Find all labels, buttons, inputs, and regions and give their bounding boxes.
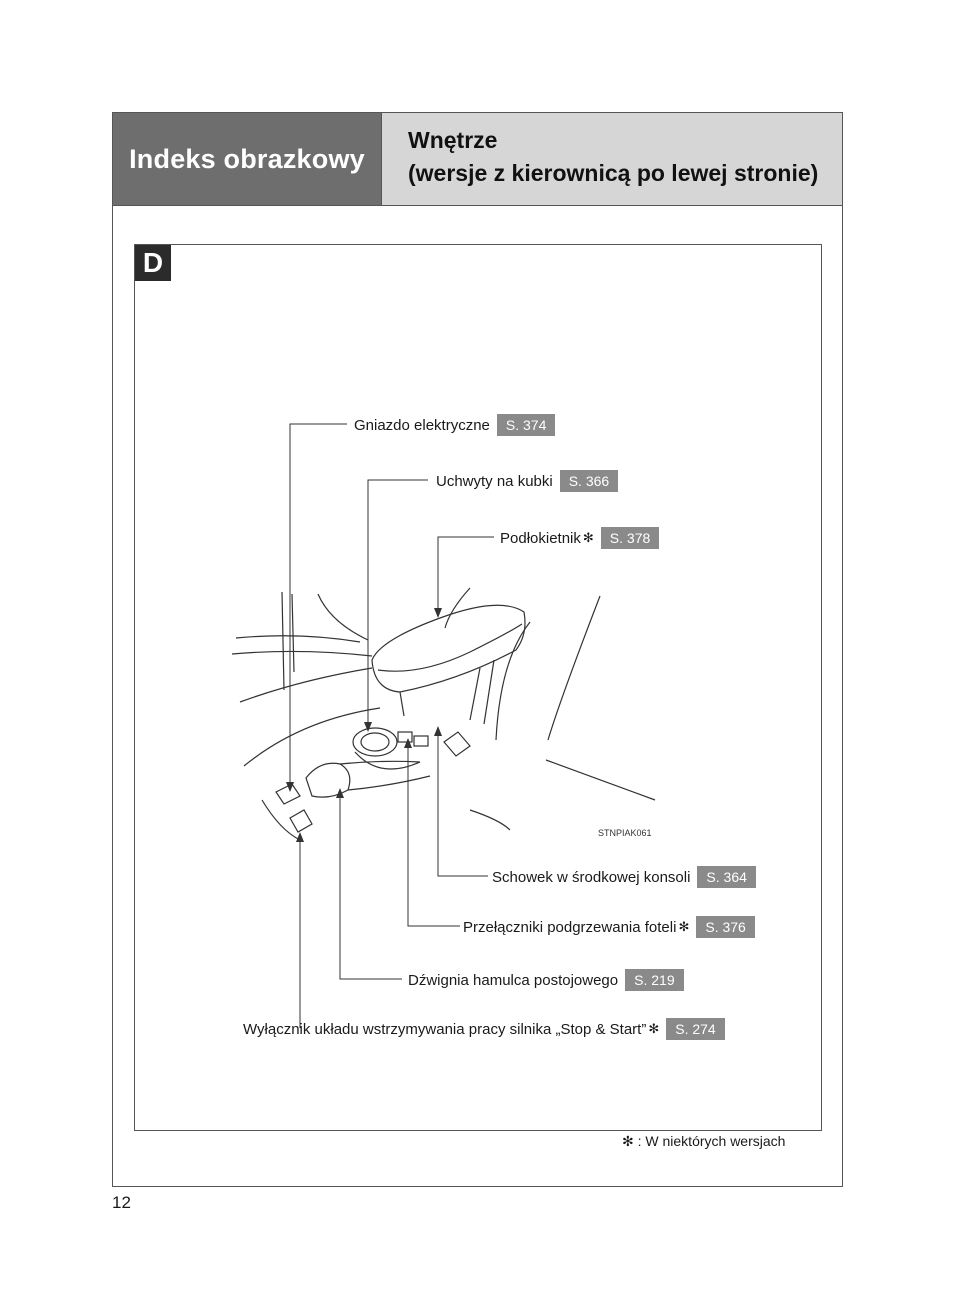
callout-armrest (500, 527, 659, 549)
callout-seat-heaters-label: Przełączniki podgrzewania foteli (463, 918, 677, 936)
subtitle-line-2: (wersje z kierownicą po lewej stronie) (408, 160, 819, 186)
console-drawing (232, 588, 655, 840)
optional-star-icon: ✻ (582, 530, 594, 545)
image-code: STNPIAK061 (598, 828, 652, 838)
callout-socket-label: Gniazdo elektryczne (354, 416, 490, 434)
callout-cup-holders-label: Uchwyty na kubki (436, 472, 553, 490)
callout-armrest-label: Podłokietnik (500, 529, 581, 547)
callout-socket-page[interactable]: S. 374 (497, 414, 555, 436)
callout-console-box-label: Schowek w środkowej konsoli (492, 868, 691, 886)
optional-star-icon: ✻ (678, 919, 690, 934)
callout-cup-holders-page[interactable]: S. 366 (560, 470, 618, 492)
page-number: 12 (112, 1193, 131, 1212)
callout-seat-heaters (463, 916, 755, 938)
callout-stop-start-label: Wyłącznik układu wstrzymywania pracy silnika „Stop & Start” (243, 1020, 647, 1038)
callout-socket (354, 414, 555, 436)
callout-parking-brake-page[interactable]: S. 219 (625, 969, 683, 991)
subtitle-line-1: Wnętrze (408, 127, 498, 153)
section-title: Indeks obrazkowy (129, 143, 365, 174)
callout-parking-brake-label: Dźwignia hamulca postojowego (408, 971, 619, 989)
section-letter-badge: D (135, 245, 171, 281)
callout-seat-heaters-page[interactable]: S. 376 (696, 916, 754, 938)
callout-stop-start-page[interactable]: S. 274 (666, 1018, 724, 1040)
callout-cup-holders (436, 470, 618, 492)
callout-stop-start (243, 1018, 725, 1040)
callout-console-box (492, 866, 756, 888)
callout-armrest-page[interactable]: S. 378 (601, 527, 659, 549)
callout-parking-brake (408, 969, 684, 991)
footnote: ✻ : W niektórych wersjach (622, 1133, 786, 1149)
leader-arrowheads (286, 608, 442, 842)
callout-console-box-page[interactable]: S. 364 (697, 866, 755, 888)
optional-star-icon: ✻ (648, 1021, 660, 1036)
